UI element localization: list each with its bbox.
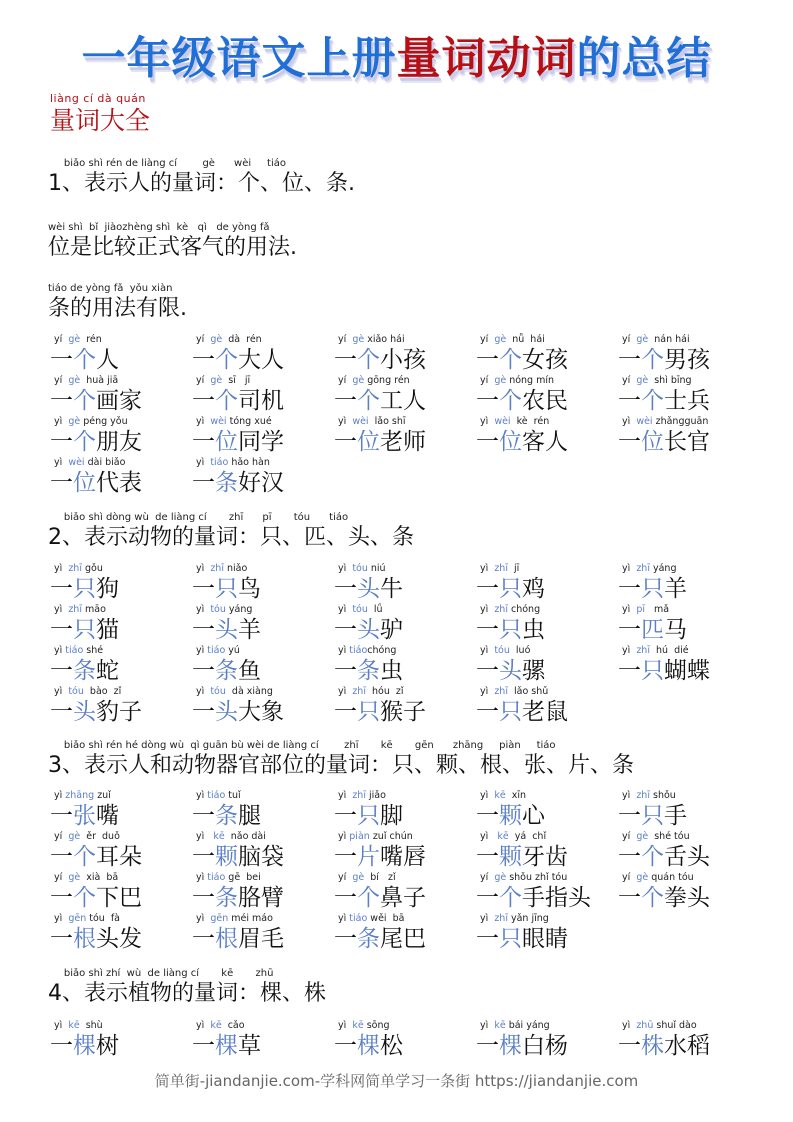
phrase-hanzi: 一条蛇 bbox=[50, 658, 119, 684]
phrase-item bbox=[618, 334, 760, 375]
phrase-item bbox=[50, 686, 192, 727]
heading-text: 3、表示人和动物器官部位的量词：只、颗、根、张、片、条 bbox=[48, 753, 634, 778]
phrase-item bbox=[50, 831, 192, 872]
phrase-pinyin: yí gè shì bīng bbox=[622, 375, 692, 386]
phrase-row bbox=[50, 334, 760, 375]
measure-word: 头 bbox=[73, 699, 96, 725]
phrase-pinyin: yì zhī gǒu bbox=[54, 563, 103, 574]
measure-word: 头 bbox=[499, 658, 522, 684]
measure-word: 棵 bbox=[215, 1033, 238, 1059]
phrase-pinyin: yì gè péng yǒu bbox=[54, 416, 128, 427]
phrase-hanzi: 一只猫 bbox=[50, 617, 119, 643]
phrase-hanzi: 一个司机 bbox=[192, 388, 284, 414]
phrase-row bbox=[50, 416, 760, 457]
phrase-pinyin: yí gè sī jī bbox=[196, 375, 251, 386]
phrase-hanzi: 一条虫 bbox=[334, 658, 403, 684]
phrase-pinyin: yì tiáo hǎo hàn bbox=[196, 457, 270, 468]
phrase-pinyin: yì tóu niú bbox=[338, 563, 386, 574]
measure-word: 只 bbox=[499, 926, 522, 952]
section-4-heading bbox=[48, 968, 326, 1007]
phrase-hanzi: 一个工人 bbox=[334, 388, 426, 414]
phrase-hanzi: 一个画家 bbox=[50, 388, 142, 414]
phrase-hanzi: 一个耳朵 bbox=[50, 844, 142, 870]
section-1-heading bbox=[48, 158, 355, 197]
measure-word: 个 bbox=[73, 844, 96, 870]
phrase-item bbox=[618, 872, 760, 913]
phrase-hanzi: 一个手指头 bbox=[476, 885, 591, 911]
phrase-hanzi: 一条好汉 bbox=[192, 470, 284, 496]
phrase-pinyin: yì zhī hú dié bbox=[622, 645, 689, 656]
phrase-pinyin: yì tiáo tuǐ bbox=[196, 790, 241, 801]
phrase-hanzi: 一个男孩 bbox=[618, 347, 710, 373]
title-part-red: 量词动词 bbox=[396, 33, 577, 84]
phrase-item bbox=[618, 790, 760, 831]
section-2-grid bbox=[50, 563, 760, 727]
measure-word: 只 bbox=[641, 576, 664, 602]
phrase-item bbox=[50, 872, 192, 913]
phrase-hanzi: 一条胳臂 bbox=[192, 885, 284, 911]
phrase-pinyin: yì tóu lǘ bbox=[338, 604, 383, 615]
phrase-hanzi: 一只狗 bbox=[50, 576, 119, 602]
phrase-item bbox=[192, 563, 334, 604]
phrase-item bbox=[50, 334, 192, 375]
phrase-hanzi: 一条尾巴 bbox=[334, 926, 426, 952]
measure-word: 个 bbox=[357, 388, 380, 414]
measure-word: 只 bbox=[499, 576, 522, 602]
phrase-hanzi: 一头豹子 bbox=[50, 699, 142, 725]
phrase-hanzi: 一个拳头 bbox=[618, 885, 710, 911]
measure-word: 位 bbox=[73, 470, 96, 496]
phrase-pinyin: yì zhī hóu zǐ bbox=[338, 686, 404, 697]
measure-word: 棵 bbox=[73, 1033, 96, 1059]
subheading-pinyin: liàng cí dà quán bbox=[50, 92, 146, 105]
phrase-item bbox=[334, 604, 476, 645]
measure-word: 条 bbox=[357, 926, 380, 952]
measure-word: 只 bbox=[73, 617, 96, 643]
measure-word: 颗 bbox=[215, 844, 238, 870]
phrase-item bbox=[192, 375, 334, 416]
phrase-item bbox=[192, 416, 334, 457]
section-3-heading bbox=[48, 740, 634, 779]
measure-word: 条 bbox=[215, 658, 238, 684]
phrase-hanzi: 一个士兵 bbox=[618, 388, 710, 414]
phrase-row bbox=[50, 457, 760, 498]
phrase-item bbox=[618, 416, 760, 457]
measure-word: 位 bbox=[357, 429, 380, 455]
phrase-pinyin: yì gēn tóu fà bbox=[54, 913, 121, 924]
phrase-pinyin: yì zhī chóng bbox=[480, 604, 541, 615]
phrase-item bbox=[192, 645, 334, 686]
phrase-pinyin: yì tiáo yú bbox=[196, 645, 240, 656]
phrase-pinyin: yì tóu bào zǐ bbox=[54, 686, 122, 697]
measure-word: 只 bbox=[357, 699, 380, 725]
section-4-grid bbox=[50, 1020, 760, 1061]
phrase-hanzi: 一只蝴蝶 bbox=[618, 658, 710, 684]
phrase-hanzi: 一头大象 bbox=[192, 699, 284, 725]
phrase-hanzi: 一只老鼠 bbox=[476, 699, 568, 725]
phrase-item bbox=[476, 563, 618, 604]
measure-word: 匹 bbox=[641, 617, 664, 643]
phrase-item bbox=[192, 790, 334, 831]
phrase-pinyin: yì zhāng zuǐ bbox=[54, 790, 111, 801]
phrase-pinyin: yì wèi dài biǎo bbox=[54, 457, 126, 468]
measure-word: 只 bbox=[641, 803, 664, 829]
phrase-pinyin: yí gè ěr duǒ bbox=[54, 831, 120, 842]
phrase-hanzi: 一匹马 bbox=[618, 617, 687, 643]
phrase-item bbox=[334, 334, 476, 375]
phrase-hanzi: 一个女孩 bbox=[476, 347, 568, 373]
phrase-hanzi: 一个人 bbox=[50, 347, 119, 373]
phrase-hanzi: 一根眉毛 bbox=[192, 926, 284, 952]
subheading-text: 量词大全 bbox=[50, 106, 151, 135]
measure-word: 个 bbox=[641, 885, 664, 911]
section-2-heading bbox=[48, 512, 414, 551]
phrase-hanzi: 一只手 bbox=[618, 803, 687, 829]
measure-word: 个 bbox=[357, 885, 380, 911]
phrase-hanzi: 一只眼睛 bbox=[476, 926, 568, 952]
measure-word: 只 bbox=[641, 658, 664, 684]
title-part-blue: 一年级语文上册 bbox=[81, 33, 397, 84]
measure-word: 株 bbox=[641, 1033, 664, 1059]
phrase-hanzi: 一头驴 bbox=[334, 617, 403, 643]
phrase-row bbox=[50, 872, 760, 913]
phrase-pinyin: yì tiáo shé bbox=[54, 645, 104, 656]
measure-word: 只 bbox=[357, 803, 380, 829]
phrase-pinyin: yì kē cǎo bbox=[196, 1020, 245, 1031]
section-1-note-2 bbox=[48, 283, 187, 322]
phrase-hanzi: 一棵树 bbox=[50, 1033, 119, 1059]
phrase-pinyin: yì kē sōng bbox=[338, 1020, 390, 1031]
phrase-hanzi: 一棵松 bbox=[334, 1033, 403, 1059]
section-3-grid bbox=[50, 790, 760, 954]
phrase-hanzi: 一个下巴 bbox=[50, 885, 142, 911]
phrase-hanzi: 一棵白杨 bbox=[476, 1033, 568, 1059]
phrase-item bbox=[50, 563, 192, 604]
phrase-pinyin: yì kē yá chǐ bbox=[480, 831, 547, 842]
phrase-hanzi: 一个舌头 bbox=[618, 844, 710, 870]
phrase-item bbox=[476, 831, 618, 872]
phrase-item bbox=[50, 645, 192, 686]
phrase-item bbox=[618, 1020, 760, 1061]
phrase-item bbox=[476, 375, 618, 416]
phrase-pinyin: yì zhī niǎo bbox=[196, 563, 248, 574]
measure-word: 条 bbox=[215, 885, 238, 911]
phrase-item bbox=[476, 416, 618, 457]
phrase-pinyin: yí gè nán hái bbox=[622, 334, 690, 345]
measure-word: 个 bbox=[73, 429, 96, 455]
phrase-pinyin: yì wèi zhǎngguān bbox=[622, 416, 709, 427]
phrase-item bbox=[192, 913, 334, 954]
phrase-item bbox=[476, 604, 618, 645]
measure-word: 颗 bbox=[499, 844, 522, 870]
measure-word: 只 bbox=[215, 576, 238, 602]
measure-word: 个 bbox=[641, 388, 664, 414]
phrase-item bbox=[618, 563, 760, 604]
measure-word: 片 bbox=[357, 844, 380, 870]
phrase-hanzi: 一个朋友 bbox=[50, 429, 142, 455]
measure-word: 头 bbox=[357, 576, 380, 602]
phrase-item bbox=[192, 604, 334, 645]
phrase-hanzi: 一棵草 bbox=[192, 1033, 261, 1059]
phrase-item bbox=[476, 790, 618, 831]
phrase-pinyin: yí gè shǒu zhǐ tóu bbox=[480, 872, 568, 883]
phrase-row bbox=[50, 831, 760, 872]
measure-word: 条 bbox=[215, 470, 238, 496]
phrase-pinyin: yì tóu dà xiàng bbox=[196, 686, 273, 697]
phrase-row bbox=[50, 790, 760, 831]
phrase-hanzi: 一株水稻 bbox=[618, 1033, 710, 1059]
measure-word: 位 bbox=[641, 429, 664, 455]
phrase-hanzi: 一个小孩 bbox=[334, 347, 426, 373]
measure-word: 个 bbox=[73, 885, 96, 911]
phrase-item bbox=[50, 913, 192, 954]
phrase-hanzi: 一个大人 bbox=[192, 347, 284, 373]
heading-pinyin: biǎo shì zhí wù de liàng cí kē zhū bbox=[48, 968, 274, 979]
phrase-pinyin: yì tiáo wěi bā bbox=[338, 913, 405, 924]
phrase-item bbox=[50, 375, 192, 416]
measure-word: 只 bbox=[73, 576, 96, 602]
phrase-item bbox=[334, 872, 476, 913]
phrase-hanzi: 一只羊 bbox=[618, 576, 687, 602]
phrase-pinyin: yì zhū shuǐ dào bbox=[622, 1020, 697, 1031]
measure-word: 位 bbox=[215, 429, 238, 455]
phrase-pinyin: yí gè nǚ hái bbox=[480, 334, 545, 345]
phrase-item bbox=[618, 645, 760, 686]
phrase-item bbox=[476, 334, 618, 375]
phrase-hanzi: 一张嘴 bbox=[50, 803, 119, 829]
phrase-pinyin: yí gè huà jiā bbox=[54, 375, 119, 386]
phrase-hanzi: 一位同学 bbox=[192, 429, 284, 455]
measure-word: 头 bbox=[215, 617, 238, 643]
measure-word: 条 bbox=[357, 658, 380, 684]
phrase-hanzi: 一只脚 bbox=[334, 803, 403, 829]
phrase-pinyin: yí gè rén bbox=[54, 334, 102, 345]
phrase-item bbox=[50, 1020, 192, 1061]
phrase-item bbox=[192, 334, 334, 375]
note-pinyin: wèi shì bǐ jiàozhèng shì kè qì de yòng fǎ bbox=[48, 222, 270, 233]
phrase-pinyin: yì tiáochóng bbox=[338, 645, 397, 656]
phrase-item bbox=[476, 645, 618, 686]
measure-word: 头 bbox=[357, 617, 380, 643]
phrase-pinyin: yì zhī lǎo shǔ bbox=[480, 686, 549, 697]
measure-word: 只 bbox=[499, 699, 522, 725]
phrase-hanzi: 一颗脑袋 bbox=[192, 844, 284, 870]
heading-text: 1、表示人的量词：个、位、条. bbox=[48, 171, 355, 196]
phrase-hanzi: 一颗牙齿 bbox=[476, 844, 568, 870]
phrase-item bbox=[334, 790, 476, 831]
measure-word: 个 bbox=[499, 388, 522, 414]
phrase-item bbox=[192, 457, 334, 498]
phrase-pinyin: yì tóu yáng bbox=[196, 604, 253, 615]
phrase-item bbox=[50, 790, 192, 831]
measure-word: 只 bbox=[499, 617, 522, 643]
phrase-row bbox=[50, 913, 760, 954]
phrase-row bbox=[50, 1020, 760, 1061]
footer-watermark: 简单街-jiandanjie.com-学科网简单学习一条街 https://jiandanjie.com bbox=[154, 1072, 639, 1090]
phrase-hanzi: 一根头发 bbox=[50, 926, 142, 952]
phrase-pinyin: yì pī mǎ bbox=[622, 604, 670, 615]
phrase-hanzi: 一位代表 bbox=[50, 470, 142, 496]
phrase-pinyin: yì kē nǎo dài bbox=[196, 831, 266, 842]
phrase-pinyin: yì wèi kè rén bbox=[480, 416, 550, 427]
measure-word: 个 bbox=[499, 347, 522, 373]
phrase-hanzi: 一条鱼 bbox=[192, 658, 261, 684]
phrase-hanzi: 一头羊 bbox=[192, 617, 261, 643]
phrase-pinyin: yì wèi lǎo shī bbox=[338, 416, 406, 427]
measure-word: 条 bbox=[215, 803, 238, 829]
phrase-item bbox=[334, 831, 476, 872]
phrase-hanzi: 一片嘴唇 bbox=[334, 844, 426, 870]
phrase-hanzi: 一位老师 bbox=[334, 429, 426, 455]
phrase-hanzi: 一个农民 bbox=[476, 388, 568, 414]
phrase-pinyin: yì tiáo gē bei bbox=[196, 872, 261, 883]
phrase-pinyin: yì kē bái yáng bbox=[480, 1020, 550, 1031]
phrase-item bbox=[334, 563, 476, 604]
phrase-pinyin: yì zhī yǎn jīng bbox=[480, 913, 549, 924]
phrase-item bbox=[334, 686, 476, 727]
phrase-item bbox=[334, 375, 476, 416]
measure-word: 根 bbox=[73, 926, 96, 952]
measure-word: 个 bbox=[641, 844, 664, 870]
phrase-item bbox=[618, 831, 760, 872]
phrase-item bbox=[50, 416, 192, 457]
heading-pinyin: biǎo shì rén hé dòng wù qì guān bù wèi de liàng cí zhī kē gēn zhāng piàn tiáo bbox=[48, 740, 556, 751]
phrase-pinyin: yì zhī jiǎo bbox=[338, 790, 386, 801]
note-text: 条的用法有限. bbox=[48, 296, 187, 321]
phrase-item bbox=[192, 686, 334, 727]
phrase-hanzi: 一只鸟 bbox=[192, 576, 261, 602]
phrase-pinyin: yì zhī yáng bbox=[622, 563, 677, 574]
subheading bbox=[50, 92, 150, 136]
note-pinyin: tiáo de yòng fǎ yǒu xiàn bbox=[48, 283, 173, 294]
heading-pinyin: biǎo shì dòng wù de liàng cí zhī pī tóu tiáo bbox=[48, 512, 349, 523]
phrase-pinyin: yì kē xīn bbox=[480, 790, 526, 801]
phrase-item bbox=[192, 831, 334, 872]
measure-word: 位 bbox=[499, 429, 522, 455]
phrase-pinyin: yí gè xià bā bbox=[54, 872, 119, 883]
phrase-hanzi: 一位长官 bbox=[618, 429, 710, 455]
section-1-note-1 bbox=[48, 222, 297, 261]
phrase-pinyin: yí gè quán tóu bbox=[622, 872, 694, 883]
phrase-item bbox=[476, 1020, 618, 1061]
phrase-row bbox=[50, 563, 760, 604]
phrase-pinyin: yì tóu luó bbox=[480, 645, 531, 656]
phrase-row bbox=[50, 375, 760, 416]
phrase-item bbox=[192, 872, 334, 913]
heading-text: 4、表示植物的量词：棵、株 bbox=[48, 981, 326, 1006]
phrase-item bbox=[618, 375, 760, 416]
measure-word: 个 bbox=[73, 388, 96, 414]
phrase-hanzi: 一只虫 bbox=[476, 617, 545, 643]
phrase-pinyin: yí gè dà rén bbox=[196, 334, 262, 345]
phrase-hanzi: 一只猴子 bbox=[334, 699, 426, 725]
measure-word: 条 bbox=[73, 658, 96, 684]
phrase-pinyin: yì zhī māo bbox=[54, 604, 106, 615]
phrase-pinyin: yí gè gōng rén bbox=[338, 375, 410, 386]
phrase-item bbox=[618, 604, 760, 645]
measure-word: 棵 bbox=[357, 1033, 380, 1059]
phrase-pinyin: yì gēn méi máo bbox=[196, 913, 273, 924]
measure-word: 个 bbox=[641, 347, 664, 373]
phrase-row bbox=[50, 686, 760, 727]
phrase-item bbox=[50, 604, 192, 645]
measure-word: 头 bbox=[215, 699, 238, 725]
phrase-pinyin: yí gè bí zǐ bbox=[338, 872, 396, 883]
phrase-hanzi: 一条腿 bbox=[192, 803, 261, 829]
measure-word: 根 bbox=[215, 926, 238, 952]
title-part-blue-end: 的总结 bbox=[576, 33, 712, 84]
phrase-hanzi: 一头骡 bbox=[476, 658, 545, 684]
page-title bbox=[0, 22, 793, 86]
note-text: 位是比较正式客气的用法. bbox=[48, 235, 297, 260]
phrase-item bbox=[476, 872, 618, 913]
phrase-item bbox=[50, 457, 192, 498]
phrase-row bbox=[50, 645, 760, 686]
phrase-hanzi: 一个鼻子 bbox=[334, 885, 426, 911]
measure-word: 个 bbox=[215, 388, 238, 414]
measure-word: 张 bbox=[73, 803, 96, 829]
phrase-pinyin: yí gè xiǎo hái bbox=[338, 334, 405, 345]
phrase-pinyin: yì zhī jī bbox=[480, 563, 520, 574]
phrase-item bbox=[476, 686, 618, 727]
heading-text: 2、表示动物的量词：只、匹、头、条 bbox=[48, 525, 414, 550]
measure-word: 个 bbox=[73, 347, 96, 373]
phrase-hanzi: 一位客人 bbox=[476, 429, 568, 455]
phrase-item bbox=[334, 645, 476, 686]
measure-word: 个 bbox=[357, 347, 380, 373]
phrase-pinyin: yí gè shé tóu bbox=[622, 831, 690, 842]
phrase-hanzi: 一只鸡 bbox=[476, 576, 545, 602]
measure-word: 个 bbox=[215, 347, 238, 373]
phrase-pinyin: yí gè nóng mín bbox=[480, 375, 555, 386]
measure-word: 颗 bbox=[499, 803, 522, 829]
phrase-item bbox=[334, 913, 476, 954]
section-1-grid bbox=[50, 334, 760, 498]
heading-pinyin: biǎo shì rén de liàng cí gè wèi tiáo bbox=[48, 158, 286, 169]
phrase-item bbox=[476, 913, 618, 954]
measure-word: 棵 bbox=[499, 1033, 522, 1059]
phrase-item bbox=[192, 1020, 334, 1061]
phrase-row bbox=[50, 604, 760, 645]
phrase-pinyin: yì wèi tóng xué bbox=[196, 416, 272, 427]
phrase-hanzi: 一头牛 bbox=[334, 576, 403, 602]
phrase-pinyin: yì zhī shǒu bbox=[622, 790, 676, 801]
phrase-pinyin: yì piàn zuǐ chún bbox=[338, 831, 413, 842]
measure-word: 个 bbox=[499, 885, 522, 911]
phrase-item bbox=[334, 1020, 476, 1061]
phrase-item bbox=[334, 416, 476, 457]
phrase-hanzi: 一颗心 bbox=[476, 803, 545, 829]
phrase-pinyin: yì kē shù bbox=[54, 1020, 103, 1031]
